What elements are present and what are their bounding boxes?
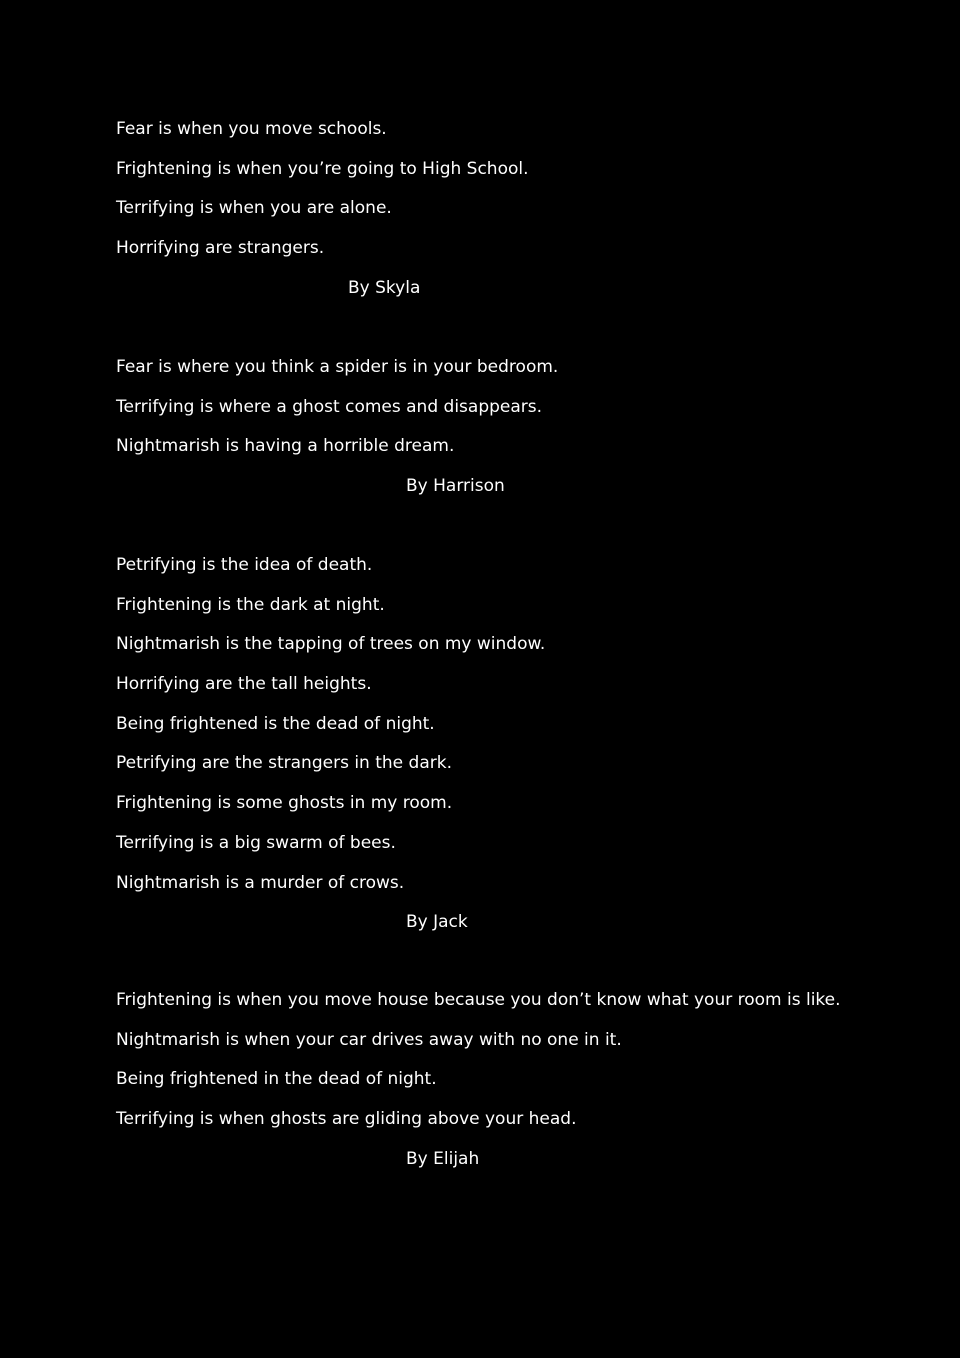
poem-line: Horrifying are strangers.: [116, 238, 325, 259]
poem-harrison: [116, 356, 896, 497]
poem-line: Petrifying is the idea of death.: [116, 555, 373, 575]
poem-author: By Jack: [406, 912, 468, 933]
poem-line: Frightening is when you’re going to High School.: [116, 158, 529, 179]
poem-line: Frightening is some ghosts in my room.: [116, 793, 453, 814]
poem-skyla: [116, 118, 896, 299]
poem-line: Frightening is when you move house because you don’t know what your room is like.: [116, 990, 841, 1010]
poem-line: Fear is where you think a spider is in your bedroom.: [116, 357, 559, 377]
poem-line: Nightmarish is a murder of crows.: [116, 872, 405, 893]
poem-author: By Skyla: [348, 277, 421, 298]
poem-line: Frightening is the dark at night.: [116, 594, 385, 615]
poem-line: Petrifying are the strangers in the dark.: [116, 753, 452, 774]
poem-elijah: [116, 989, 896, 1170]
poem-line: Being frightened in the dead of night.: [116, 1069, 437, 1090]
poem-jack: [116, 554, 896, 933]
poem-author: By Elijah: [406, 1148, 480, 1169]
poem-line: Terrifying is where a ghost comes and disappears.: [116, 396, 543, 417]
poem-line: Being frightened is the dead of night.: [116, 713, 435, 734]
poem-line: Nightmarish is having a horrible dream.: [116, 436, 455, 457]
poem-line: Terrifying is when you are alone.: [116, 198, 392, 219]
poem-line: Fear is when you move schools.: [116, 119, 387, 139]
poem-line: Horrifying are the tall heights.: [116, 674, 372, 695]
poem-author: By Harrison: [406, 476, 505, 497]
poem-line: Terrifying is a big swarm of bees.: [116, 832, 396, 853]
poem-line: Nightmarish is the tapping of trees on my window.: [116, 634, 546, 655]
poem-line: Nightmarish is when your car drives away with no one in it.: [116, 1029, 622, 1050]
poem-line: Terrifying is when ghosts are gliding above your head.: [116, 1109, 577, 1130]
